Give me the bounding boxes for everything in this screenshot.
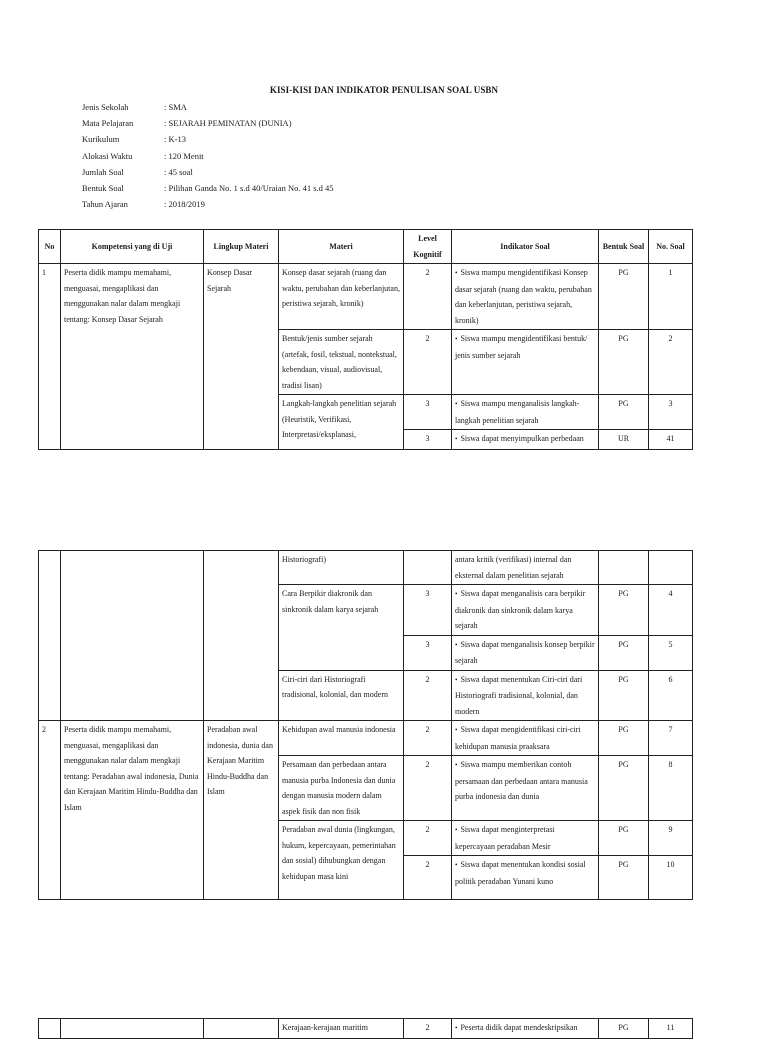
cell-kompetensi — [61, 1019, 204, 1039]
cell-nosoal: 8 — [649, 756, 693, 821]
meta-value: : SEJARAH PEMINATAN (DUNIA) — [164, 118, 292, 129]
meta-label: Jumlah Soal — [82, 166, 124, 177]
meta-row-year — [82, 196, 334, 212]
cell-indikator — [452, 585, 599, 636]
meta-label: Bentuk Soal — [82, 183, 124, 194]
cell-nosoal: 6 — [649, 670, 693, 721]
indikator-text: Siswa dapat menginterpretasi kepercayaan peradaban Mesir — [455, 825, 555, 851]
meta-row-subject — [82, 115, 334, 131]
document-metadata — [82, 99, 334, 212]
cell-bentuk: PG — [599, 821, 649, 856]
cell-materi: Langkah-langkah penelitian sejarah (Heuristik, Verifikasi, Interpretasi/eksplanasi, — [279, 395, 404, 450]
cell-bentuk: PG — [599, 670, 649, 721]
cell-materi: Kerajaan-kerajaan maritim — [279, 1019, 404, 1039]
meta-label: Kurikulum — [82, 134, 120, 145]
cell-lingkup: Konsep Dasar Sejarah — [204, 264, 279, 450]
indikator-text: Siswa mampu mengidentifikasi bentuk/ jenis sumber sejarah — [455, 334, 588, 360]
cell-bentuk: PG — [599, 756, 649, 821]
cell-materi: Konsep dasar sejarah (ruang dan waktu, perubahan dan keberlanjutan, peristiwa sejarah, kronik) — [279, 264, 404, 330]
meta-value: : K-13 — [164, 134, 186, 145]
indikator-text: Siswa dapat menganalisis konsep berpikir sejarah — [455, 639, 595, 665]
header-materi: Materi — [279, 230, 404, 264]
cell-level: 3 — [404, 395, 452, 430]
cell-bentuk: PG — [599, 395, 649, 430]
table-header-row — [39, 230, 693, 264]
meta-label: Mata Pelajaran — [82, 118, 134, 129]
cell-level: 2 — [404, 264, 452, 330]
cell-materi: Cara Berpikir diakronik dan sinkronik dalam karya sejarah — [279, 585, 404, 671]
header-lingkup: Lingkup Materi — [204, 230, 279, 264]
cell-bentuk — [599, 551, 649, 585]
cell-bentuk: PG — [599, 330, 649, 395]
cell-bentuk: PG — [599, 721, 649, 756]
cell-nosoal: 5 — [649, 635, 693, 670]
table-row — [39, 721, 693, 756]
meta-row-curriculum — [82, 131, 334, 147]
cell-level: 2 — [404, 1019, 452, 1039]
cell-nosoal: 1 — [649, 264, 693, 330]
cell-materi: Bentuk/jenis sumber sejarah (artefak, fosil, tekstual, nontekstual, kebendaan, visual, audiovisual, tradisi lisan) — [279, 330, 404, 395]
cell-level: 2 — [404, 756, 452, 821]
cell-materi: Peradaban awal dunia (lingkungan, hukum, kepercayaan, pemerintahan dan sosial) dihubungkan dengan kehidupan masa kini — [279, 821, 404, 900]
indikator-text: Siswa dapat menganalisis cara berpikir diakronik dan sinkronik dalam karya sejarah — [455, 589, 586, 630]
cell-nosoal: 4 — [649, 585, 693, 636]
cell-nosoal: 7 — [649, 721, 693, 756]
indikator-text: Siswa mampu mengidentifikasi Konsep dasar sejarah (ruang dan waktu, perubahan dan keberlanjutan, peristiwa sejarah, kronik) — [455, 268, 592, 325]
cell-lingkup — [204, 1019, 279, 1039]
meta-value: : Pilihan Ganda No. 1 s.d 40/Uraian No. 41 s.d 45 — [164, 183, 334, 194]
indikator-text: Siswa dapat menyimpulkan perbedaan — [460, 434, 584, 443]
cell-bentuk: PG — [599, 585, 649, 636]
indikator-text: Siswa dapat menentukan Ciri-ciri dari Historiografi tradisional, kolonial, dan modern — [455, 674, 583, 716]
cell-level: 3 — [404, 430, 452, 450]
cell-lingkup — [204, 551, 279, 721]
cell-indikator — [452, 821, 599, 856]
cell-level: 3 — [404, 585, 452, 636]
cell-level: 2 — [404, 670, 452, 721]
cell-indikator — [452, 1019, 599, 1039]
cell-bentuk: PG — [599, 1019, 649, 1039]
header-nosoal: No. Soal — [649, 230, 693, 264]
cell-indikator — [452, 756, 599, 821]
meta-row-school — [82, 99, 334, 115]
header-level: Level Kognitif — [404, 230, 452, 264]
kisi-kisi-table-page-1 — [38, 229, 693, 450]
cell-bentuk: PG — [599, 635, 649, 670]
meta-label: Alokasi Waktu — [82, 150, 133, 161]
cell-level: 2 — [404, 330, 452, 395]
indikator-text: Peserta didik dapat mendeskripsikan — [460, 1023, 578, 1032]
cell-nosoal: 10 — [649, 856, 693, 900]
cell-level — [404, 551, 452, 585]
meta-value: : 120 Menit — [164, 150, 204, 161]
cell-nosoal: 3 — [649, 395, 693, 430]
meta-label: Jenis Sekolah — [82, 102, 129, 112]
indikator-text: Siswa mampu memberikan contoh persamaan dan perbedaan antara manusia purba indonesia dan dunia — [455, 760, 588, 801]
cell-indikator — [452, 721, 599, 756]
meta-row-time — [82, 148, 334, 164]
cell-level: 2 — [404, 721, 452, 756]
cell-kompetensi: Peserta didik mampu memahami, menguasai, mengaplikasi dan menggunakan nalar dalam mengkaji tentang: Peradaban awal indonesia, Dunia dan Kerajaan Maritim Hindu-Buddha dan Islam — [61, 721, 204, 900]
header-indikator: Indikator Soal — [452, 230, 599, 264]
cell-level: 2 — [404, 856, 452, 900]
cell-materi: Persamaan dan perbedaan antara manusia purba Indonesia dan dunia dengan manusia modern dalam aspek fisik dan non fisik — [279, 756, 404, 821]
cell-bentuk: PG — [599, 856, 649, 900]
cell-materi: Kehidupan awal manusia indonesia — [279, 721, 404, 756]
cell-materi: Historiografi) — [279, 551, 404, 585]
header-kompetensi: Kompetensi yang di Uji — [61, 230, 204, 264]
table-row — [39, 264, 693, 330]
meta-label: Tahun Ajaran — [82, 199, 128, 210]
cell-nosoal: 9 — [649, 821, 693, 856]
cell-kompetensi: Peserta didik mampu memahami, menguasai, mengaplikasi dan menggunakan nalar dalam mengkaji tentang: Konsep Dasar Sejarah — [61, 264, 204, 450]
cell-indikator — [452, 395, 599, 430]
cell-nosoal: 11 — [649, 1019, 693, 1039]
kisi-kisi-table-page-3 — [38, 1018, 693, 1039]
header-bentuk: Bentuk Soal — [599, 230, 649, 264]
cell-indikator — [452, 635, 599, 670]
cell-indikator: antara kritik (verifikasi) internal dan eksternal dalam penelitian sejarah — [452, 551, 599, 585]
cell-bentuk: PG — [599, 264, 649, 330]
table-row-continuation — [39, 551, 693, 585]
cell-indikator — [452, 670, 599, 721]
cell-nosoal: 41 — [649, 430, 693, 450]
cell-no — [39, 551, 61, 721]
meta-value: : 45 soal — [164, 166, 193, 177]
cell-level: 2 — [404, 821, 452, 856]
meta-value: : 2018/2019 — [164, 199, 205, 210]
kisi-kisi-table-page-2 — [38, 550, 693, 900]
cell-materi: Ciri-ciri dari Historiografi tradisional, kolonial, dan modern — [279, 670, 404, 721]
header-no: No — [39, 230, 61, 264]
cell-nosoal — [649, 551, 693, 585]
cell-no — [39, 1019, 61, 1039]
cell-no: 1 — [39, 264, 61, 450]
indikator-text: Siswa dapat mengidentifikasi ciri-ciri kehidupan manusia praaksara — [455, 725, 581, 751]
cell-indikator — [452, 856, 599, 900]
cell-indikator — [452, 330, 599, 395]
indikator-text: Siswa mampu menganalisis langkah-langkah penelitian sejarah — [455, 399, 580, 425]
meta-value: : SMA — [164, 102, 187, 112]
meta-row-count — [82, 164, 334, 180]
page-title: KISI-KISI DAN INDIKATOR PENULISAN SOAL USBN — [269, 85, 499, 95]
cell-lingkup: Peradaban awal indonesia, dunia dan Kerajaan Maritim Hindu-Buddha dan Islam — [204, 721, 279, 900]
indikator-text: Siswa dapat menentukan kondisi sosial politik peradaban Yunani kuno — [455, 860, 586, 886]
cell-indikator — [452, 430, 599, 450]
table-row — [39, 1019, 693, 1039]
cell-kompetensi — [61, 551, 204, 721]
cell-indikator — [452, 264, 599, 330]
cell-no: 2 — [39, 721, 61, 900]
meta-row-form — [82, 180, 334, 196]
cell-bentuk: UR — [599, 430, 649, 450]
cell-level: 3 — [404, 635, 452, 670]
cell-nosoal: 2 — [649, 330, 693, 395]
